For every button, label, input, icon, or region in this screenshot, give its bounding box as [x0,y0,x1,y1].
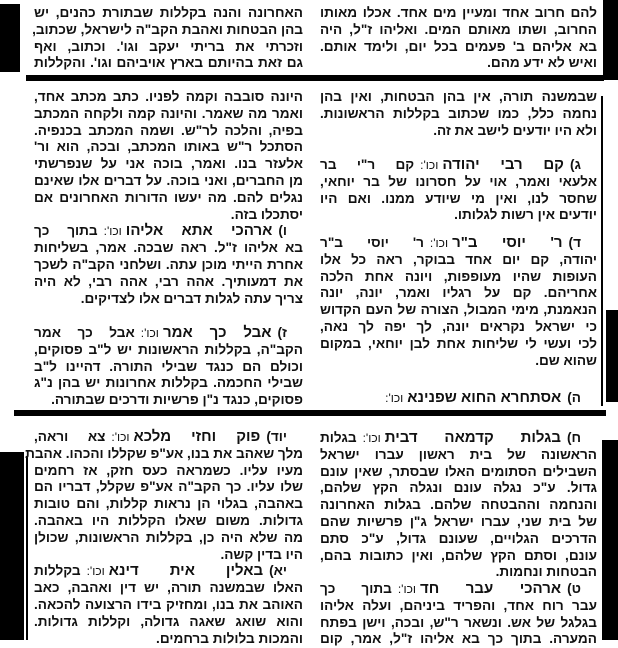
section-label: ח) [566,430,581,445]
text-line: ולא היו יודעים לישב את זה. [433,122,597,138]
section-title: קם רבי יהודה [442,156,564,173]
section-cue: וכו': [397,582,417,596]
text-line: להם חרוב אחד ומעיין מים אחד. אכלו מאותו [320,5,597,20]
section-text: קם ר"י בר [320,157,415,172]
section-text: צא וראה, [34,429,106,444]
section-title: בגלות קדמאה דבית [384,429,561,446]
section-text: בתוך כך [34,223,98,239]
text-line: היונה סובבה וקמה לפניו. כתב מכתב אחד, [34,89,303,104]
section-label: יא) [269,563,287,579]
section-title: ר' יוסי ב"ר [452,234,563,251]
paragraph-zayin [34,325,303,409]
text-line: האוהב את בנו, ומחזיק בידו הרצועה להכאה. [34,596,303,612]
section-text: בתוך כך [320,581,392,596]
section-title: ארהכי עבר חד [420,580,562,597]
section-text: בקללות [34,563,81,579]
section-text: ר' יוסי ב"ר [320,235,424,250]
text-line: הסתכל ר"ש באותו המכתב, ובכה, הוא ור' [34,139,303,155]
section-label: ג) [569,157,581,172]
text-line: בפיה, והלכה לר"ש. ושמה המכתב בכנפיה. [34,122,303,138]
section-heading-line [320,390,597,407]
scan-edge-left-bottom [0,452,24,640]
text-line: בא אליהו ז"ל. ראה שבכה. אמר, בשליחות [34,240,303,256]
paragraph-gimel [320,157,597,224]
text-line: שהוא שם. [535,352,597,368]
section-heading-line [34,325,303,342]
text-line: את דמעותיך. אהה רבי, אהה רבי, לא היה [34,273,303,289]
section-label: ד) [568,235,581,250]
section-label: ז) [277,325,287,340]
text-line: אחריהם. קם על רגליו ואמר, יונה, יונה [320,285,597,301]
section-heading-line [320,157,597,174]
text-line: בגלגל של אש. ונשאר ר"ש, ובכה, וישן בפתח [320,614,597,630]
section-heading-line [34,223,303,240]
section-heading-line [320,581,597,598]
paragraph [34,5,303,72]
text-line: גם זאת בהיותם בארץ אויביהם וגו'. והקללות [34,55,303,71]
text-line: שלו עליו. כך הקב"ה אע"פ שקלל, דבריו הם [34,479,303,495]
text-line: גדול. ע"כ נגלה עונם ונגלה הקץ שלהם, [320,480,597,496]
paragraph-vav [34,223,303,307]
section-label: ו) [278,223,287,239]
text-line: בא אליהם ב' פעמים בכל יום, ולימד אותם. [320,38,597,54]
text-line: של בית שני, עברו ישראל ג"ן פרשיות שהם [320,513,597,529]
text-line: גדולות. משום שאלו הקללות היו באהבה. [34,512,303,528]
paragraph [320,89,597,139]
section-label: ט) [567,581,581,596]
text-line: האחרונה והנה בקללות שבתורת כהנים, יש [34,5,303,20]
column-border-right [601,96,603,406]
text-line: המערה. בתוך כך בא אליהו ז"ל, אמר, קום [320,631,597,647]
text-line: הקב"ה, בקללות הראשונות יש ל"ב פסוקים, [34,341,303,357]
scan-edge-right-bottom [602,440,618,640]
text-line: מן החברים, ואני בוכה. על דברים אלו שאינם [34,172,303,188]
text-line: שבמשנה תורה, אין בהן הבטחות, ואין בהן [320,89,597,104]
section-cue: וכו': [429,236,449,250]
paragraph-chet [320,430,597,581]
scan-edge-right-middle [606,310,618,402]
section-cue: וכו': [385,391,404,405]
text-line: והנחמה וההבטחה שלהם. בגלות האחרונה [320,497,597,513]
section-heading-line [34,563,303,580]
text-line: הבטחות ונחמות. [495,564,597,580]
section-cue: וכו': [420,158,439,172]
text-line: באהבה, בגלוי הן נראות קללות, והם טובות [34,496,303,512]
text-line: יסתכלו בזה. [230,206,303,222]
section-cue: וכו': [111,430,130,444]
text-line: נגלים להם. מה יעשו הדורות האחרונים אם [34,189,303,205]
text-line: ואמר מה שאמר. והיונה קמה ולקחה המכתב [34,105,303,121]
section-cue: וכו': [362,431,381,445]
text-line: יהודה, קם יום אחד בבוקר, ראה כל אלו [320,251,597,267]
section-heading-line [320,235,597,252]
text-line: מעיו עליו. כשמראה כעס חזק, אז רחמים [34,462,303,478]
section-heading-line [34,429,303,446]
text-line: והמכות בלולות ברחמים. [156,630,303,646]
column-border-left [26,456,28,640]
section-title: ארהכי אתא אליהו [125,222,273,240]
scan-edge-right-top [603,0,618,80]
text-line: העופות שהיו מעופפות, ויונה אחת הלכה [320,268,597,284]
text-line: מה שלא היה כן, בקללות הראשונות, שכולן [34,529,303,545]
text-line: וכולם הם כנגד שבילי התורה. דהיינו ל"ב [34,358,303,374]
text-line: הדרכים הגלויים, שעונם גדול, ע"כ סתם [320,530,597,546]
paragraph-he [320,390,597,407]
text-line: הנאמנת, מימי המבול, הצורה של העם הקדוש [320,302,597,318]
section-cue: וכו': [86,564,105,579]
section-title: אסתחרא החוא שפנינא [407,389,562,406]
text-line: פסוקים, כנגד נ"ן פרשיות ודרכים שבתורה. [51,392,303,408]
text-line: יודעים אין רשות לגלותו. [454,207,597,223]
section-divider-top [26,75,604,81]
text-line: היו בדין קשה. [220,546,303,562]
text-line: מלך שאהב את בנו, אע"פ שקללו והכהו. אהבת [25,445,303,461]
text-line: האלו שבמשנה תורה, יש דין ואהבה, כאב [34,580,303,596]
text-line: עבר רוח אחד, והפריד ביניהם, ועלה אליהו [320,597,597,613]
section-label: יוד) [266,429,287,444]
text-line: והוא שואג שאגה גדולה, וקללות גדולות. [34,613,303,629]
text-line: וזכרתי את בריתי יעקב וגו'. וכתוב, ואף [34,38,303,54]
paragraph-yud [25,428,303,563]
text-line: לכי ועשי לי שליחות אחת לבן יוחאי, במקום [320,335,597,351]
section-title: באלין אית דינא [108,562,264,580]
text-line: צריך עתה לגלות דברים אלו לצדיקים. [80,290,303,306]
section-heading-line [320,430,597,447]
text-line: אלעאי ואמר, אוי על חסרונו של בר יוחאי, [320,173,597,189]
paragraph-dalet [320,235,597,369]
text-line: עונם, וסתם הקץ שלהם, ואין כתובות בהם, [320,547,597,563]
section-title: אבל כך אמר [162,324,272,341]
paragraph [320,5,597,72]
text-line: אחרת הייתי מוכן עתה. ושלחני הקב"ה לשכך [34,256,303,272]
text-line: אלעזר בנו. ואמר, בוכה אני על שנפרשתי [34,156,303,172]
section-label: ה) [567,390,581,405]
text-line: הראשונה של בית ראשון עברו ישראל [320,446,597,462]
paragraph-yud-alef [34,563,303,647]
text-line: השבילים הסתומים האלו שבסתר, שאין עונם [320,463,597,479]
section-title: פוק וחזי מלכא [133,428,261,445]
text-line: נחמה כלל, כמו שכתוב בקללות הראשונות. [320,105,597,121]
paragraph-tet [320,581,597,648]
section-cue: וכו': [103,224,122,239]
section-text: בגלות [320,430,357,445]
text-line: שבילי החכמה. בקללות אחרונות יש בהן נ"ג [34,375,303,391]
text-line: ואיש לא ידע מהם. [487,55,597,71]
text-line: כי ישראל נקראים יונה, לך יפה לך נאה, [320,318,597,334]
scan-edge-left-top [0,4,20,72]
section-cue: וכו': [140,326,159,340]
text-line: החרוב, ושתו מאותם המים. ואליהו ז"ל, היה [320,21,597,37]
section-divider-bottom [14,410,606,416]
text-line: בהן הבטחות ואהבת הקב"ה לישראל, שכתוב, [32,21,303,37]
text-line: שחסר לנו, ואין מי שיודע ממנו. ואם היו [320,190,597,206]
paragraph [34,89,303,223]
section-text: אבל כך אמר [34,325,135,340]
